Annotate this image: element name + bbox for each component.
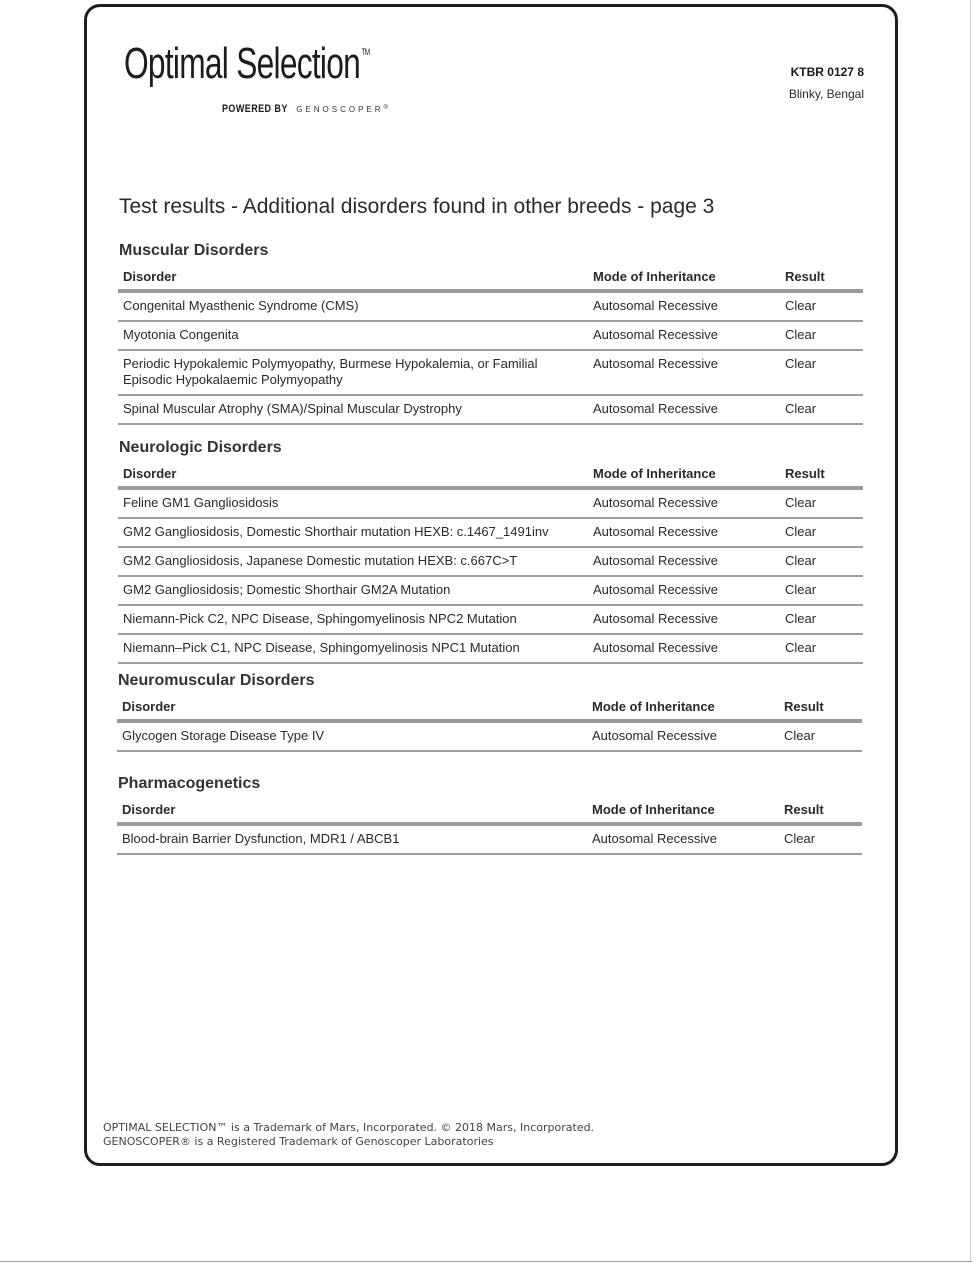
results-table — [118, 269, 863, 425]
result-cell: Clear — [785, 582, 817, 597]
brand-name: Optimal Selection — [124, 39, 361, 88]
trademark-mark: TM — [361, 47, 370, 57]
results-table — [117, 699, 862, 752]
table-row — [118, 547, 863, 576]
scan-edge-right — [970, 0, 971, 1262]
disorder-cell: Blood-brain Barrier Dysfunction, MDR1 / ABCB1 — [122, 831, 400, 846]
column-mode: Mode of Inheritance — [593, 269, 716, 284]
genoscoper-logo — [296, 105, 391, 114]
results-table — [117, 802, 862, 855]
disorder-cell: Glycogen Storage Disease Type IV — [122, 728, 325, 743]
section-pharmacogenetics — [117, 775, 862, 855]
result-cell: Clear — [785, 401, 817, 416]
table-row — [118, 350, 863, 395]
section-title: Neuromuscular Disorders — [118, 672, 315, 689]
table-row — [118, 576, 863, 605]
result-cell: Clear — [785, 356, 817, 371]
table-row — [118, 488, 863, 518]
section-title: Pharmacogenetics — [118, 775, 261, 792]
page-title: Test results - Additional disorders found in other breeds - page 3 — [119, 195, 715, 218]
cat-name-breed: Blinky, Bengal — [788, 87, 864, 101]
table-row — [117, 824, 862, 854]
disorder-cell: Myotonia Congenita — [123, 327, 239, 342]
table-header — [117, 699, 862, 721]
footer-line-registered: GENOSCOPER® is a Registered Trademark of Genoscoper Laboratories — [103, 1135, 494, 1148]
result-cell: Clear — [785, 640, 817, 655]
result-cell: Clear — [785, 611, 817, 626]
footer-legal — [103, 1121, 594, 1149]
result-cell: Clear — [785, 524, 817, 539]
column-result: Result — [784, 699, 824, 714]
disorder-cell: Congenital Myasthenic Syndrome (CMS) — [123, 298, 359, 313]
mode-cell: Autosomal Recessive — [592, 831, 717, 846]
column-result: Result — [785, 466, 825, 481]
table-row — [117, 721, 862, 751]
disorder-cell: Periodic Hypokalemic Polymyopathy, Burmese Hypokalemia, or Familial Episodic Hypokalaemic Polymyopathy — [123, 356, 538, 387]
mode-cell: Autosomal Recessive — [593, 401, 718, 416]
column-disorder: Disorder — [122, 699, 176, 714]
column-result: Result — [784, 802, 824, 817]
result-cell: Clear — [785, 327, 817, 342]
mode-cell: Autosomal Recessive — [593, 611, 718, 626]
result-cell: Clear — [785, 298, 817, 313]
disorder-cell: Niemann-Pick C2, NPC Disease, Sphingomyelinosis NPC2 Mutation — [123, 611, 517, 626]
column-disorder: Disorder — [123, 269, 177, 284]
powered-by-label: POWERED BY — [222, 103, 288, 115]
footer-line-trademark: OPTIMAL SELECTION™ is a Trademark of Mars, Incorporated. © 2018 Mars, Incorporated. — [103, 1121, 595, 1134]
table-row — [118, 518, 863, 547]
disorder-cell: GM2 Gangliosidosis; Domestic Shorthair GM2A Mutation — [123, 582, 451, 597]
mode-cell: Autosomal Recessive — [593, 356, 718, 371]
report-id: KTBR 0127 8 — [790, 65, 864, 79]
mode-cell: Autosomal Recessive — [593, 553, 718, 568]
section-title: Neurologic Disorders — [119, 439, 282, 456]
table-header — [118, 466, 863, 488]
result-cell: Clear — [785, 495, 817, 510]
disorder-cell: GM2 Gangliosidosis, Japanese Domestic mutation HEXB: c.667C>T — [123, 553, 518, 568]
mode-cell: Autosomal Recessive — [593, 495, 718, 510]
genoscoper-wordmark: GENOSCOPER — [296, 104, 384, 114]
disorder-cell: Niemann–Pick C1, NPC Disease, Sphingomyelinosis NPC1 Mutation — [123, 640, 520, 655]
column-mode: Mode of Inheritance — [592, 699, 715, 714]
cat-identity — [789, 61, 864, 105]
powered-by — [222, 103, 391, 115]
table-row — [118, 395, 863, 424]
section-title: Muscular Disorders — [119, 242, 269, 259]
table-row — [118, 605, 863, 634]
column-disorder: Disorder — [122, 802, 176, 817]
column-result: Result — [785, 269, 825, 284]
disorder-cell: Spinal Muscular Atrophy (SMA)/Spinal Muscular Dystrophy — [123, 401, 462, 416]
brand-logo — [124, 39, 370, 88]
column-disorder: Disorder — [123, 466, 177, 481]
section-neuromuscular-disorders — [117, 672, 862, 752]
mode-cell: Autosomal Recessive — [593, 640, 718, 655]
table-row — [118, 291, 863, 321]
result-cell: Clear — [784, 831, 816, 846]
table-row — [118, 321, 863, 350]
registered-mark: ® — [383, 104, 391, 111]
table-row — [118, 634, 863, 663]
table-header — [118, 269, 863, 291]
results-table — [118, 466, 863, 664]
mode-cell: Autosomal Recessive — [593, 524, 718, 539]
section-neurologic-disorders — [118, 439, 863, 664]
scan-edge-bottom — [0, 1261, 972, 1262]
disorder-cell: Feline GM1 Gangliosidosis — [123, 495, 279, 510]
mode-cell: Autosomal Recessive — [593, 298, 718, 313]
result-cell: Clear — [785, 553, 817, 568]
mode-cell: Autosomal Recessive — [592, 728, 717, 743]
disorder-cell: GM2 Gangliosidosis, Domestic Shorthair mutation HEXB: c.1467_1491inv — [123, 524, 549, 539]
column-mode: Mode of Inheritance — [593, 466, 716, 481]
table-header — [117, 802, 862, 824]
column-mode: Mode of Inheritance — [592, 802, 715, 817]
mode-cell: Autosomal Recessive — [593, 582, 718, 597]
section-muscular-disorders — [118, 242, 863, 425]
result-cell: Clear — [784, 728, 816, 743]
mode-cell: Autosomal Recessive — [593, 327, 718, 342]
